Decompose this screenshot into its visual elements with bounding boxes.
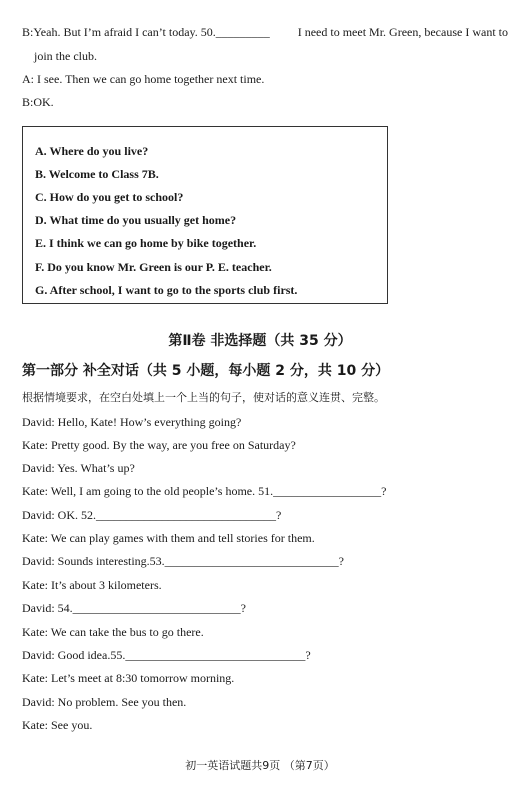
dialogue-line: Kate: We can take the bus to go there. — [22, 625, 204, 639]
dialogue-line: Kate: Well, I am going to the old people’s home. 51.__________________? — [22, 484, 387, 498]
dialogue-line: David: Yes. What’s up? — [22, 461, 135, 475]
dialogue-line-continuation: join the club. — [34, 49, 97, 63]
options-box — [22, 126, 388, 304]
part-title: 第一部分 补全对话（共 5 小题，每小题 2 分，共 10 分） — [22, 363, 390, 379]
section-title: 第Ⅱ卷 非选择题（共 35 分） — [168, 333, 352, 349]
option-d: D. What time do you usually get home? — [35, 213, 237, 227]
option-b: B. Welcome to Class 7B. — [35, 167, 159, 181]
dialogue-line: David: Hello, Kate! How’s everything going? — [22, 415, 242, 429]
dialogue-line: David: Sounds interesting.53._____________________________? — [22, 554, 344, 568]
option-c: C. How do you get to school? — [35, 190, 184, 204]
option-a: A. Where do you live? — [35, 144, 149, 158]
dialogue-line: David: OK. 52.______________________________? — [22, 508, 282, 522]
dialogue-line: David: Good idea.55.______________________________? — [22, 648, 311, 662]
dialogue-line: David: No problem. See you then. — [22, 695, 187, 709]
dialogue-line-b-50-left: B:Yeah. But I’m afraid I can’t today. 50._________ — [22, 25, 270, 39]
dialogue-line: Kate: Pretty good. By the way, are you free on Saturday? — [22, 438, 296, 452]
dialogue-line: Kate: It’s about 3 kilometers. — [22, 578, 162, 592]
dialogue-line-a: A: I see. Then we can go home together next time. — [22, 72, 265, 86]
option-f: F. Do you know Mr. Green is our P. E. teacher. — [35, 260, 272, 274]
option-e: E. I think we can go home by bike together. — [35, 236, 257, 250]
instruction-text: 根据情境要求，在空白处填上一个上当的句子，使对话的意义连贯、完整。 — [22, 391, 385, 404]
dialogue-line-b-50 — [22, 24, 508, 40]
page-footer: 初一英语试题共9页 （第7页） — [185, 759, 335, 772]
dialogue-line: David: 54.____________________________? — [22, 601, 246, 615]
dialogue-line: Kate: See you. — [22, 718, 93, 732]
dialogue-line: Kate: We can play games with them and tell stories for them. — [22, 531, 315, 545]
option-g: G. After school, I want to go to the sports club first. — [35, 283, 298, 297]
dialogue-line-b-ok: B:OK. — [22, 95, 54, 109]
dialogue-line-b-50-right: I need to meet Mr. Green, because I want to — [297, 25, 508, 39]
dialogue-line: Kate: Let’s meet at 8:30 tomorrow morning. — [22, 671, 235, 685]
